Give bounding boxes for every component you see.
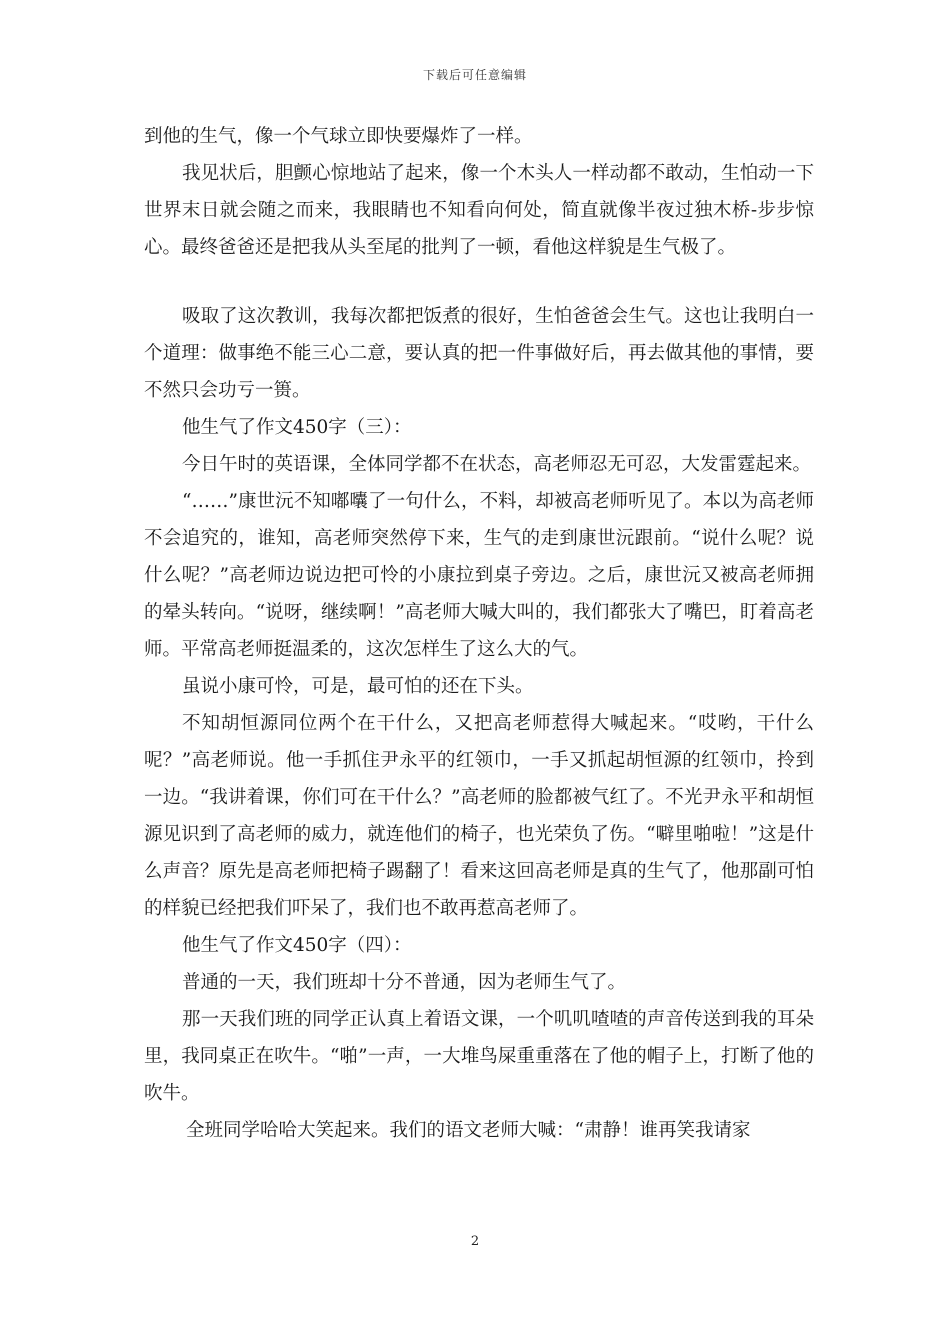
blank-line (144, 266, 814, 298)
page-header: 下载后可任意编辑 (422, 68, 527, 82)
paragraph-2: 我见状后，胆颤心惊地站了起来，像一个木头人一样动都不敢动，生怕动一下世界末日就会随之而来，我眼睛也不知看向何处，简直就像半夜过独木桥-步步惊心。最终爸爸还是把我从头至尾的批判了一顿，看他这样貌是生气极了。 (144, 163, 814, 258)
paragraph-3: 吸取了这次教训，我每次都把饭煮的很好，生怕爸爸会生气。这也让我明白一个道理：做事绝不能三心二意，要认真的把一件事做好后，再去做其他的事情，要不然只会功亏一篑。 (144, 306, 814, 401)
paragraph-5: “……”康世沅不知嘟囔了一句什么，不料，却被高老师听见了。本以为高老师不会追究的，谁知，高老师突然停下来，生气的走到康世沅跟前。“说什么呢？说什么呢？”高老师边说边把可怜的小康拉到桌子旁边。之后，康世沅又被高老师拥的晕头转向。“说呀，继续啊！”高老师大喊大叫的，我们都张大了嘴巴，盯着高老师。平常高老师挺温柔的，这次怎样生了这么大的气。 (144, 491, 814, 660)
paragraph-6: 虽说小康可怜，可是，最可怕的还在下头。 (182, 676, 534, 697)
paragraph-4: 今日午时的英语课，全体同学都不在状态，高老师忍无可忍，大发雷霆起来。 (182, 454, 812, 475)
paragraph-10: 全班同学哈哈大笑起来。我们的语文老师大喊：“肃静！谁再笑我请家 (186, 1120, 751, 1141)
paragraph-8: 普通的一天，我们班却十分不普通，因为老师生气了。 (182, 972, 627, 993)
document-body (144, 118, 814, 1149)
section-heading-4: 他生气了作文450字（四）： (182, 935, 412, 956)
page-number: 2 (470, 1234, 480, 1249)
paragraph-9: 那一天我们班的同学正认真上着语文课，一个叽叽喳喳的声音传送到我的耳朵里，我同桌正在吹牛。“啪”一声，一大堆鸟屎重重落在了他的帽子上，打断了他的吹牛。 (144, 1009, 814, 1104)
paragraph-7: 不知胡恒源同位两个在干什么，又把高老师惹得大喊起来。“哎哟，干什么呢？”高老师说。他一手抓住尹永平的红领巾，一手又抓起胡恒源的红领巾，拎到一边。“我讲着课，你们可在干什么？”高老师的脸都被气红了。不光尹永平和胡恒源见识到了高老师的威力，就连他们的椅子，也光荣负了伤。“噼里啪啦！”这是什么声音？原先是高老师把椅子踢翻了！看来这回高老师是真的生气了，他那副可怕的样貌已经把我们吓呆了，我们也不敢再惹高老师了。 (144, 713, 814, 919)
paragraph-1: 到他的生气，像一个气球立即快要爆炸了一样。 (144, 126, 533, 147)
section-heading-3: 他生气了作文450字（三）： (182, 417, 412, 438)
